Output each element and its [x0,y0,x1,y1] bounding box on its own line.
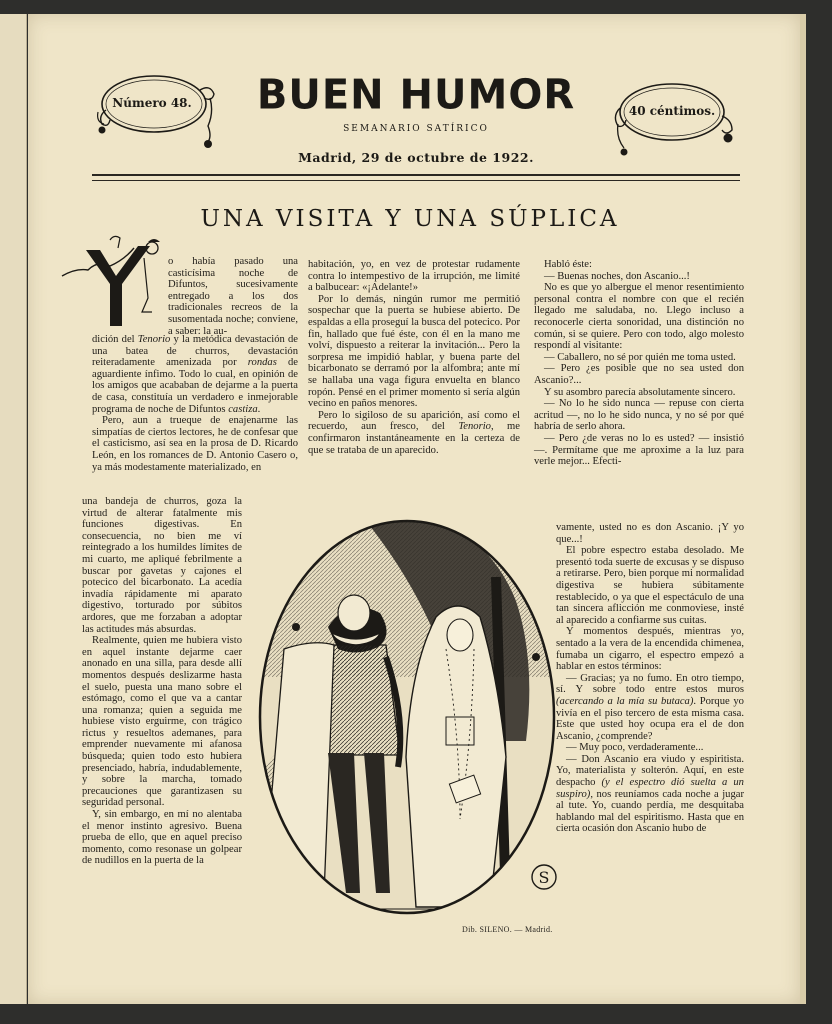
article-column-3-top [534,259,744,468]
illustration-oval [256,517,558,917]
article-column-1-bottom [82,496,242,867]
paragraph: — Gracias; ya no fumo. En otro tiempo, sí. Y sobre todo entre estos muros (acercando a la mía su butaca). Porque yo vivía en el piso tercero de esta misma casa. Este que usted hoy ocupa era el de don Ascanio, ¿comprende? [556,672,744,742]
magazine-title: BUEN HUMOR [256,71,576,119]
article-headline: UNA VISITA Y UNA SÚPLICA [200,206,620,232]
illustration-caption: Dib. SILENO. — Madrid. [462,925,553,934]
artist-signature: S [538,868,550,887]
header-rule [92,174,740,176]
paragraph: Y su asombro parecía absolutamente sincero. [544,386,736,398]
header-rule-thin [92,180,740,181]
previous-page-edge [0,14,27,1004]
paragraph: — Don Ascanio era viudo y espiritista. Yo, materialista y solterón. Aquí, en este despacho (y el espectro dió suelta a un suspiro), nos reuníamos cada noche a jugar al tute. Yo, cuando perdía, me desquitaba hablando mal del espiritismo. Hasta que en cierta ocasión don Ascanio hubo de [556,753,744,835]
drop-cap-y-icon [58,232,166,332]
paragraph: Y, sin embargo, en mí no alentaba el menor instinto agresivo. Buena prueba de ello, que en aquel preciso momento, como resonase un golpear de nudillos en la puerta de la [82,809,242,867]
article-column-2 [308,259,520,456]
paragraph: — Caballero, no sé por quién me toma usted. [544,351,736,363]
paragraph: habitación, yo, en vez de protestar rudamente contra lo intempestivo de la irrupción, me limité a balbucear: «¡Adelante!» [308,259,520,294]
paragraph: — Buenas noches, don Ascanio...! [544,270,690,282]
article-column-1-top [168,256,298,337]
paragraph: — Pero ¿de veras no lo es usted? — insistió —. Permítame que me aproxime a la luz para verle mejor... Efecti- [534,432,744,468]
paragraph: vamente, usted no es don Ascanio. ¡Y yo que...! [556,522,744,545]
paragraph: — Muy poco, verdaderamente... [566,742,704,754]
paragraph: dición del Tenorio y la metódica devastación de una batea de churros, devastación reiteradamente amenizada por rondas de aguardiente ínfimo. Todo lo cual, en opinión de los amigos que acababan de dejarme a la puerta de casa, constituía un verdadero e inmejorable programa de noche de Difuntos castiza. [92,334,299,415]
drop-cap-illustration [58,232,166,332]
paragraph: o había pasado una casticísima noche de Difuntos, sucesivamente entregado a los dos tradicionales recreos de la susomentada noche; conviene, a saber: la au- [168,256,298,337]
paragraph: Realmente, quien me hubiera visto en aquel instante dejarme caer anonado en una silla, para desde allí momentos después deslizarme hasta el suelo, puesta una mano sobre el estómago, como el que va a cantar una romanza; quien a seguida me hubiese visto erguirme, con trágico rictus y resueltos ademanes, para emprender nuevamente mi afanosa búsqueda; quien todo esto hubiera presenciado, habría, indudablemente, y sobre la marcha, tomado precauciones que garantizasen su seguridad personal. [82,635,242,809]
paragraph: Pero, aun a trueque de enajenarme las simpatías de ciertos lectores, he de confesar que el casticismo, así sea en la prosa de D. Ricardo León, en los romances de D. Antonio Casero o, ya más modestamente materializado, en [92,415,298,473]
issue-number: Número 48. [112,96,192,110]
paragraph: Y momentos después, mientras yo, sentado a la vera de la encendida chimenea, fumaba un cigarro, el espectro empezó a hablar en estos términos: [556,626,744,673]
paragraph: Por lo demás, ningún rumor me permitió sospechar que la puerta se hubiese abierto. De espaldas a ella proseguí la busca del potecico. Por fin, hallado que fué éste, con él en la mano me volví, dispuesto a reiterar la invitación... Pero la sorpresa me impidió hablar, y buena parte del bicarbonato se derramó por la alfombra; ante mí se hallaba una vaga figura envuelta en blanco ropón. Pensé en el primer momento si sería algún vecino en paños menores. [308,293,520,410]
magazine-subtitle: SEMANARIO SATÍRICO [343,124,489,134]
issue-number-badge [92,70,212,140]
paragraph: — No lo he sido nunca — repuse con cierta acritud —, no lo he sido nunca, y no sé por qué habría de serlo ahora. [534,398,744,433]
paragraph: Pero lo sigiloso de su aparición, así como el recuerdo, aun fresco, del Tenorio, me confirmaron instantáneamente en la certeza de que se trataba de un aparecido. [308,409,520,456]
ghost-couple-illustration [256,517,558,917]
paragraph: El pobre espectro estaba desolado. Me presentó toda suerte de excusas y se dispuso a retirarse. Pero, bien porque mi normalidad digestiva se hubiera súbitamente restablecido, o ya que el espectáculo de una tan sincera aflicción me conmoviese, insté al aparecido a confiarme sus cuitas. [556,545,744,626]
paragraph: una bandeja de churros, goza la virtud de alterar fatalmente mis funciones digestivas. En consecuencia, no bien me ví reintegrado a los humildes límites de mi cuarto, me apliqué febrilmente a buscar por gavetas y cajones el potecico del bicarbonato. La acedía invadía rápidamente mi aparato digestivo, torturado por súbitos ardores, que me forzaban a adoptar las actitudes más absurdas. [82,496,242,635]
issue-date: Madrid, 29 de octubre de 1922. [298,150,534,165]
page-edge-shadow [800,14,806,1004]
paragraph: — Pero ¿es posible que no sea usted don Ascanio?... [534,363,744,386]
article-column-1-middle [92,334,298,473]
article-column-3-bottom [556,522,744,835]
paragraph: Habló éste: [544,259,592,270]
price: 40 céntimos. [628,104,716,118]
paragraph: No es que yo albergue el menor resentimiento personal contra el nombre con que el recién llegado me saludaba, no. Llego incluso a reconocerle cierta sonoridad, una distinción no común, si se quiere. Pero con todo, algo molesto respondí al visitante: [534,282,744,352]
